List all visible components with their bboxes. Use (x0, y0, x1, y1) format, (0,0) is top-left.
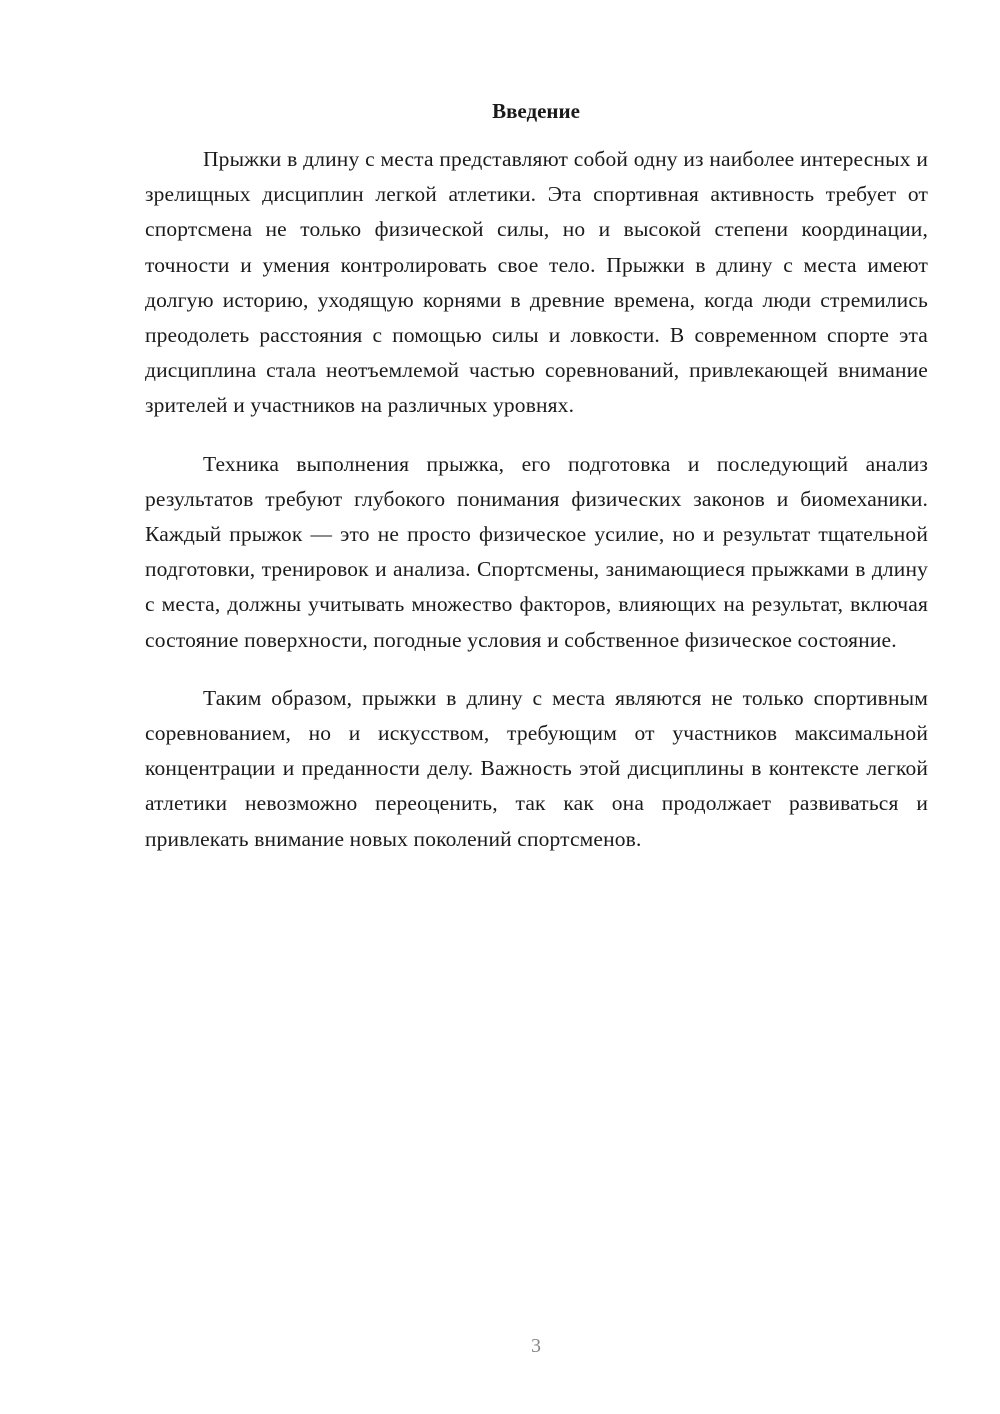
body-text (145, 142, 928, 880)
paragraph-3: Таким образом, прыжки в длину с места являются не только спортивным соревнованием, но и искусством, требующим от участников максимальной концентрации и преданности делу. Важность этой дисциплины в контексте легкой атлетики невозможно переоценить, так как она продолжает развиваться и привлекать внимание новых поколений спортсменов. (145, 685, 928, 851)
page-number: 3 (531, 1335, 541, 1357)
paragraph-1: Прыжки в длину с места представляют собой одну из наиболее интересных и зрелищных дисциплин легкой атлетики. Эта спортивная активность требует от спортсмена не только физической силы, но и высокой степени координации, точности и умения контролировать свое тело. Прыжки в длину с места имеют долгую историю, уходящую корнями в древние времена, когда люди стремились преодолеть расстояния с помощью силы и ловкости. В современном спорте эта дисциплина стала неотъемлемой частью соревнований, привлекающей внимание зрителей и участников на различных уровнях. (145, 147, 928, 418)
page-title: Введение (492, 99, 580, 123)
paragraph-2: Техника выполнения прыжка, его подготовка и последующий анализ результатов требуют глубокого понимания физических законов и биомеханики. Каждый прыжок — это не просто физическое усилие, но и результат тщательной подготовки, тренировок и анализа. Спортсмены, занимающиеся прыжками в длину с места, должны учитывать множество факторов, влияющих на результат, включая состояние поверхности, погодные условия и собственное физическое состояние. (145, 451, 928, 652)
